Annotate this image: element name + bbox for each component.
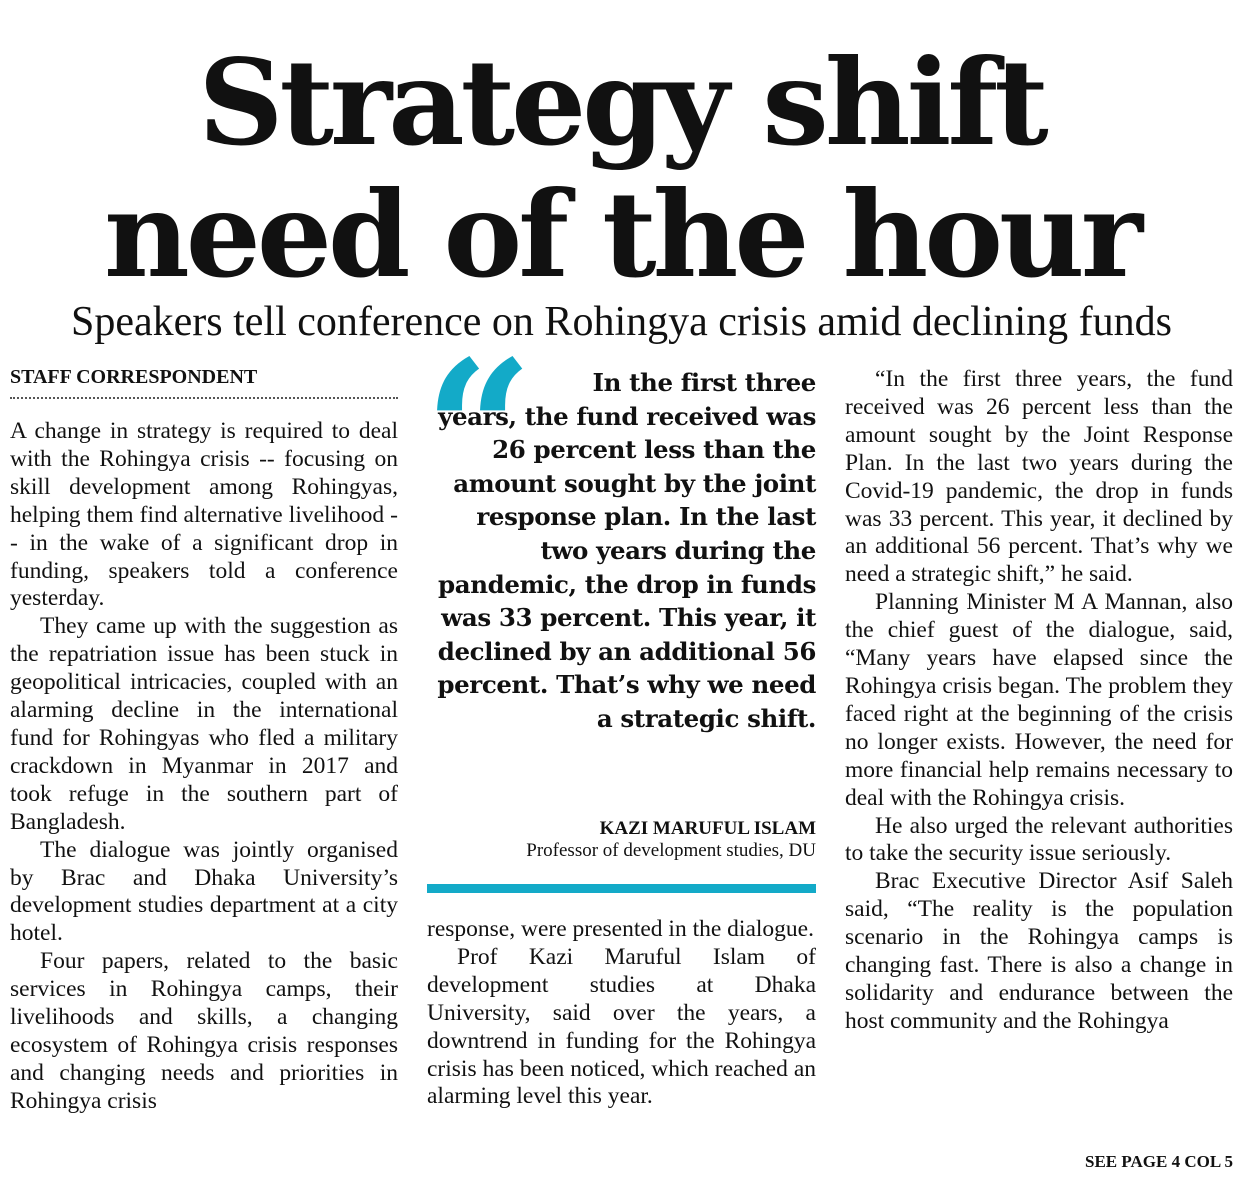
paragraph: Planning Minister M A Mannan, also the chief guest of the dialogue, said, “Many years have elapsed since the Rohingya crisis began. The problem they faced right at the beginning of the crisis no longer exists. However, the need for more financial help remains necessary to deal with the Rohingya crisis. — [845, 589, 1233, 811]
article-column-1 — [10, 418, 398, 1116]
continued-jump-line[interactable]: SEE PAGE 4 COL 5 — [1085, 1152, 1233, 1171]
subheadline: Speakers tell conference on Rohingya crisis amid declining funds — [70, 299, 1173, 345]
paragraph: “In the first three years, the fund received was 26 percent less than the amount sought by the Joint Response Plan. In the last two years during the Covid-19 pandemic, the drop in funds was 33 percent. This year, it declined by an additional 56 percent. That’s why we need a strategic shift,” he said. — [845, 366, 1233, 588]
headline-line-1: Strategy shift — [198, 33, 1045, 172]
paragraph: He also urged the relevant authorities to take the security issue seriously. — [845, 812, 1233, 867]
accent-divider — [427, 884, 816, 893]
article-column-3 — [845, 366, 1233, 1036]
paragraph: response, were presented in the dialogue. — [427, 916, 814, 942]
paragraph: Four papers, related to the basic services in Rohingya camps, their livelihoods and skills, a changing ecosystem of Rohingya crisis responses and changing needs and priorities in Rohingya crisis — [10, 948, 398, 1114]
paragraph: Brac Executive Director Asif Saleh said, “The reality is the population scenario in the Rohingya camps is changing fast. There is also a change in solidarity and endurance between the host community and the Rohingya — [845, 868, 1233, 1034]
paragraph: They came up with the suggestion as the repatriation issue has been stuck in geopolitical intricacies, coupled with an alarming decline in the international fund for Rohingyas who fled a military crackdown in Myanmar in 2017 and took refuge in the southern part of Bangladesh. — [10, 613, 398, 835]
pull-quote-text: In the first three years, the fund received was 26 percent less than the amount sought by the joint response plan. In the last two years during the pandemic, the drop in funds was 33 percent. This year, it declined by an additional 56 percent. That’s why we need a strategic shift. — [437, 368, 816, 733]
byline: STAFF CORRESPONDENT — [10, 366, 398, 399]
paragraph: A change in strategy is required to deal with the Rohingya crisis -- focusing on skill development among Rohingyas, helping them find alternative livelihood -- in the wake of a significant drop in funding, speakers told a conference yesterday. — [10, 418, 398, 612]
article-column-2 — [427, 916, 816, 1111]
pull-quote-attribution-title: Professor of development studies, DU — [526, 840, 816, 861]
pull-quote — [432, 366, 816, 736]
quote-mark-icon: “ — [424, 319, 534, 542]
paragraph: Prof Kazi Maruful Islam of development studies at Dhaka University, said over the years, a downtrend in funding for the Rohingya crisis has been noticed, which reached an alarming level this year. — [427, 943, 816, 1110]
headline-line-2: need of the hour — [104, 165, 1139, 304]
pull-quote-attribution-name: KAZI MARUFUL ISLAM — [599, 818, 816, 839]
paragraph: The dialogue was jointly organised by Brac and Dhaka University’s development studies department at a city hotel. — [10, 836, 398, 947]
